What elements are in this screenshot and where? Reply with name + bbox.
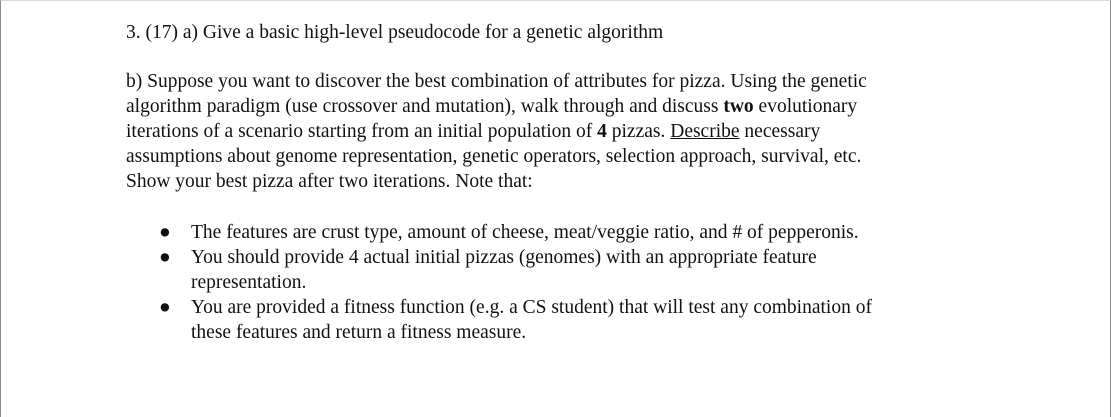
- part-b-line-1: b) Suppose you want to discover the best combination of attributes for pizza. Using the genetic: [126, 71, 867, 92]
- requirements-list: [126, 220, 1026, 345]
- question-heading: [126, 20, 1026, 45]
- list-item: [126, 220, 1026, 245]
- part-b-line-2-text: algorithm paradigm (use crossover and mutation), walk through and discuss: [126, 96, 724, 117]
- list-item-line: representation.: [191, 272, 307, 293]
- question-number: 3.: [126, 22, 141, 43]
- part-b-line-3-tail: necessary: [739, 121, 821, 142]
- emphasis-four: 4: [597, 121, 607, 142]
- list-item-line: these features and return a fitness measure.: [191, 322, 527, 343]
- list-item-line: You are provided a fitness function (e.g. a CS student) that will test any combination of: [191, 297, 872, 318]
- bullet-icon: ●: [159, 297, 171, 318]
- part-b-line-2-tail: evolutionary: [753, 96, 858, 117]
- emphasis-two: two: [723, 96, 754, 117]
- emphasis-describe: Describe: [670, 121, 740, 142]
- part-b-line-3-text: iterations of a scenario starting from an initial population of: [126, 121, 598, 142]
- list-item-line: The features are crust type, amount of cheese, meat/veggie ratio, and # of pepperonis.: [191, 222, 859, 243]
- list-item: [126, 245, 1026, 295]
- bullet-icon: ●: [159, 222, 171, 243]
- part-b-line-4: assumptions about genome representation, genetic operators, selection approach, survival, etc.: [126, 146, 862, 167]
- part-a-text: a) Give a basic high-level pseudocode for a genetic algorithm: [182, 22, 664, 43]
- part-b-line-5: Show your best pizza after two iterations. Note that:: [126, 171, 533, 192]
- part-b-paragraph: [126, 69, 1026, 194]
- question-points: (17): [145, 22, 178, 43]
- bullet-icon: ●: [159, 247, 171, 268]
- question-content: [126, 20, 1026, 345]
- part-b-line-3: [126, 119, 1026, 144]
- list-item-line: You should provide 4 actual initial pizzas (genomes) with an appropriate feature: [191, 247, 817, 268]
- list-item: [126, 295, 1026, 345]
- part-b-line-3-mid: pizzas.: [606, 121, 671, 142]
- part-b-line-2: [126, 94, 1026, 119]
